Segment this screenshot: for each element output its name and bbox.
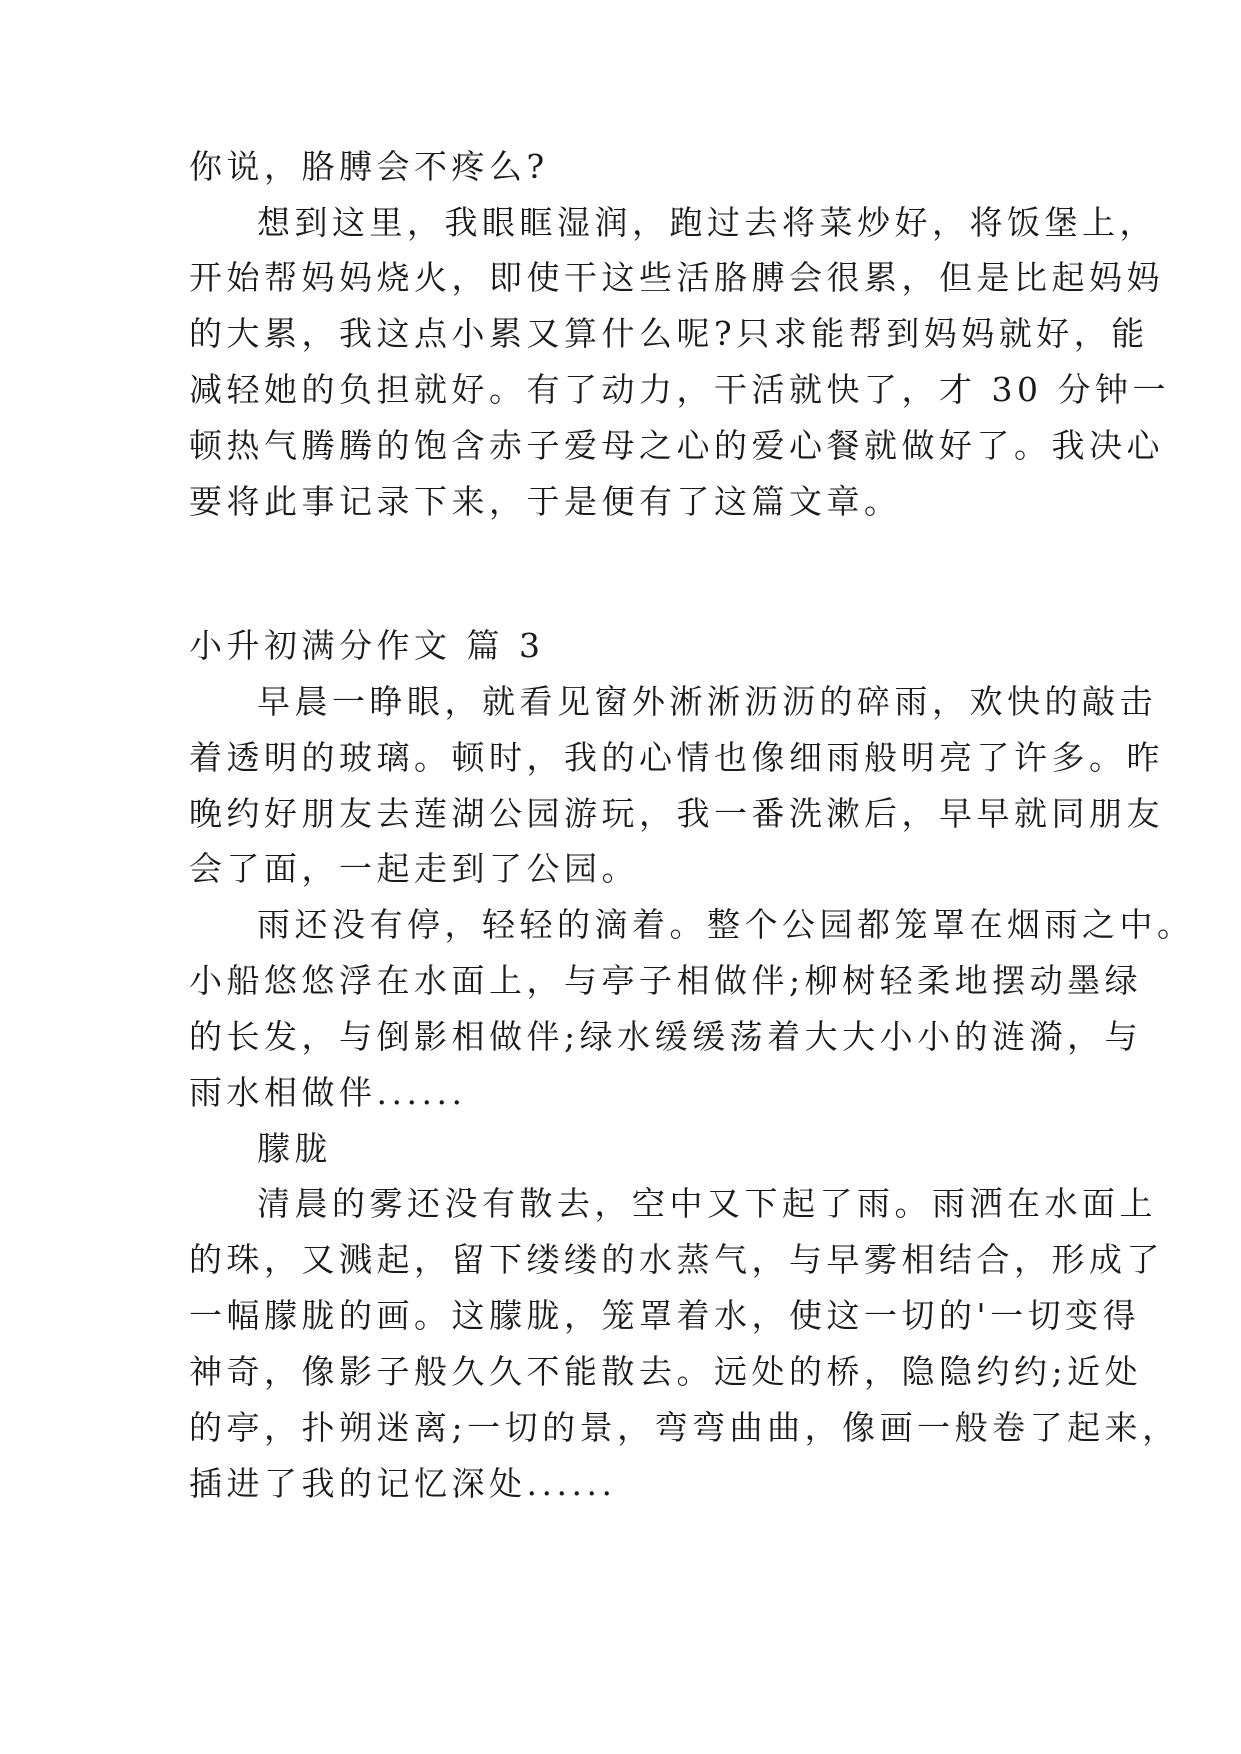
paragraph-line: 你说，胳膊会不疼么? <box>189 147 549 186</box>
paragraph-line: 神奇，像影子般久久不能散去。远处的桥，隐隐约约;近处 <box>189 1352 1143 1391</box>
paragraph-line: 减轻她的负担就好。有了动力，干活就快了，才 30 分钟一 <box>189 370 1170 409</box>
paragraph-line: 雨还没有停，轻轻的滴着。整个公园都笼罩在烟雨之中。 <box>257 905 1195 944</box>
paragraph-line: 的珠，又溅起，留下缕缕的水蒸气，与早雾相结合，形成了 <box>189 1240 1164 1279</box>
paragraph-line: 的亭，扑朔迷离;一切的景，弯弯曲曲，像画一般卷了起来， <box>189 1408 1180 1447</box>
paragraph-line: 开始帮妈妈烧火，即使干这些活胳膊会很累，但是比起妈妈 <box>189 258 1164 297</box>
subheading-line: 朦胧 <box>257 1129 332 1168</box>
paragraph-line: 雨水相做伴...... <box>189 1073 467 1112</box>
paragraph-line: 晚约好朋友去莲湖公园游玩，我一番洗漱后，早早就同朋友 <box>189 794 1164 833</box>
paragraph-line: 插进了我的记忆深处...... <box>189 1464 617 1503</box>
paragraph-line: 的长发，与倒影相做伴;绿水缓缓荡着大大小小的涟漪，与 <box>189 1017 1143 1056</box>
paragraph-line: 会了面，一起走到了公园。 <box>189 849 639 888</box>
paragraph-line: 顿热气腾腾的饱含赤子爱母之心的爱心餐就做好了。我决心 <box>189 426 1164 465</box>
paragraph-line: 小船悠悠浮在水面上，与亭子相做伴;柳树轻柔地摆动墨绿 <box>189 961 1143 1000</box>
paragraph-line: 的大累，我这点小累又算什么呢?只求能帮到妈妈就好，能 <box>189 314 1149 353</box>
paragraph-line: 早晨一睁眼，就看见窗外淅淅沥沥的碎雨，欢快的敲击 <box>257 682 1157 721</box>
paragraph-line: 想到这里，我眼眶湿润，跑过去将菜炒好，将饭堡上， <box>257 203 1157 242</box>
paragraph-line: 一幅朦胧的画。这朦胧，笼罩着水，使这一切的'一切变得 <box>189 1296 1141 1335</box>
paragraph-line: 要将此事记录下来，于是便有了这篇文章。 <box>189 482 902 521</box>
section-heading: 小升初满分作文 篇 3 <box>189 626 545 665</box>
paragraph-line: 着透明的玻璃。顿时，我的心情也像细雨般明亮了许多。昨 <box>189 738 1164 777</box>
paragraph-line: 清晨的雾还没有散去，空中又下起了雨。雨洒在水面上 <box>257 1184 1157 1223</box>
